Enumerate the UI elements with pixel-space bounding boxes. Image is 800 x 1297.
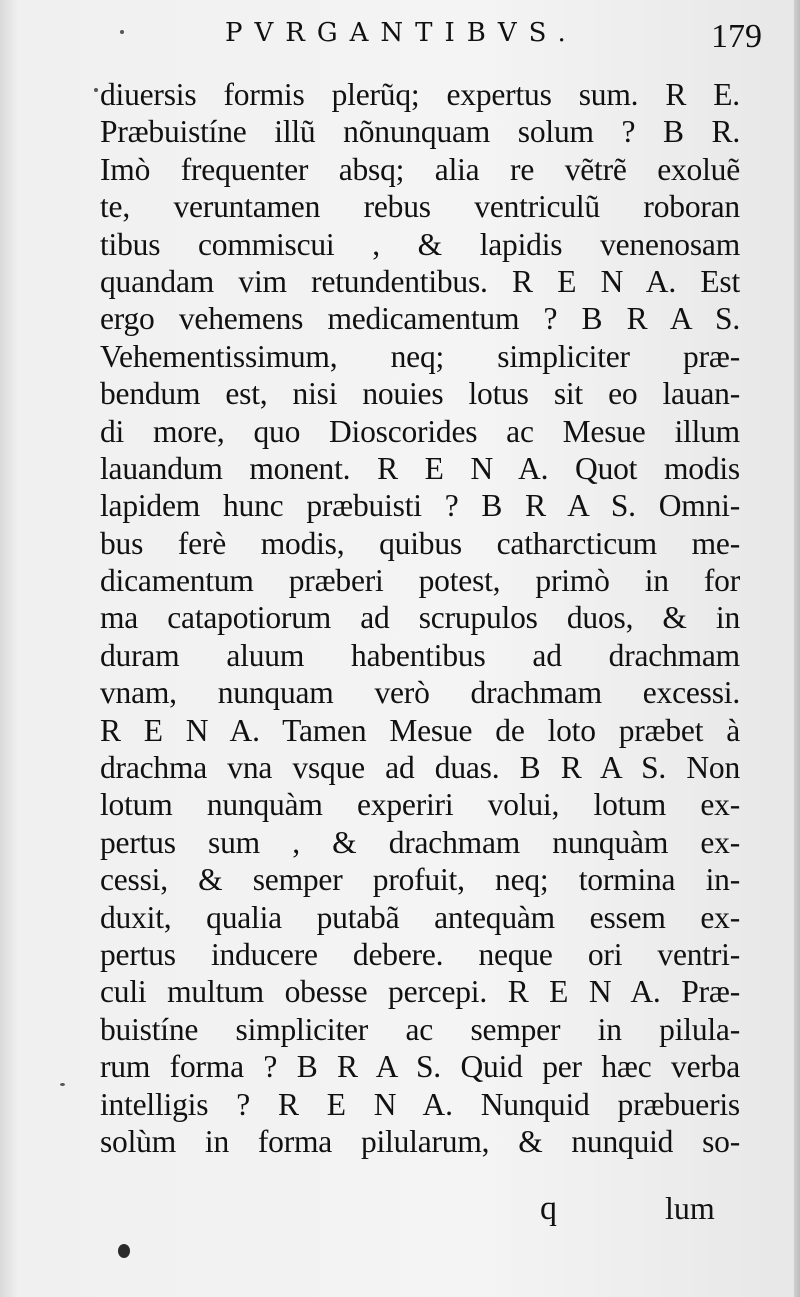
text-line: te, veruntamen rebus ventriculũ roboran: [100, 189, 740, 225]
text-line: duxit, qualia putabã antequàm essem ex-: [100, 899, 740, 935]
text-line: dicamentum præberi potest, primò in for: [100, 563, 740, 599]
text-line: buistíne simpliciter ac semper in pilula-: [100, 1011, 740, 1047]
text-line: di more, quo Dioscorides ac Mesue illum: [100, 413, 740, 449]
text-line: tibus commiscui , & lapidis venenosam: [100, 226, 740, 262]
text-line: Imò frequenter absq; alia re vẽtrẽ exoluẽ: [100, 151, 740, 187]
text-line: solùm in forma pilularum, & nunquid so-: [100, 1123, 740, 1159]
text-line: ma catapotiorum ad scrupulos duos, & in: [100, 600, 740, 636]
page-edge-shadow: [794, 0, 800, 1297]
text-line: lapidem hunc præbuisti ? B R A S. Omni-: [100, 488, 740, 524]
ink-speck: [60, 1083, 65, 1086]
text-line: diuersis formis plerũq; expertus sum. R E.: [100, 77, 740, 112]
text-block: [100, 76, 740, 1160]
page-number: 179: [711, 18, 762, 55]
text-line: culi multum obesse percepi. R E N A. Præ-: [100, 974, 740, 1010]
text-line: intelligis ? R E N A. Nunquid præbueris: [100, 1086, 740, 1122]
page-header: [0, 18, 800, 58]
text-line: bus ferè modis, quibus catharcticum me-: [100, 525, 740, 561]
text-line: rum forma ? B R A S. Quid per hæc verba: [100, 1049, 740, 1085]
text-line: duram aluum habentibus ad drachmam: [100, 637, 740, 673]
text-line: lotum nunquàm experiri volui, lotum ex-: [100, 787, 740, 823]
text-line: drachma vna vsque ad duas. B R A S. Non: [100, 750, 740, 786]
signature-mark: q: [540, 1190, 557, 1227]
text-line: Præbuistíne illũ nõnunquam solum ? B R.: [100, 114, 740, 150]
text-line: bendum est, nisi nouies lotus sit eo lauan-: [100, 376, 740, 412]
running-head: PVRGANTIBVS.: [225, 18, 578, 48]
ink-spot: [118, 1244, 130, 1258]
catchword: lum: [665, 1190, 715, 1226]
ink-speck: [120, 30, 124, 34]
text-line: vnam, nunquam verò drachmam excessi.: [100, 675, 740, 711]
text-line: pertus inducere debere. neque ori ventri-: [100, 936, 740, 972]
text-line: lauandum monent. R E N A. Quot modis: [100, 450, 740, 486]
text-line: R E N A. Tamen Mesue de loto præbet à: [100, 712, 740, 748]
text-line: pertus sum , & drachmam nunquàm ex-: [100, 824, 740, 860]
ink-speck: [94, 88, 98, 92]
text-line: cessi, & semper profuit, neq; tormina in-: [100, 862, 740, 898]
text-line: Vehementissimum, neq; simpliciter præ-: [100, 338, 740, 374]
text-line: quandam vim retundentibus. R E N A. Est: [100, 263, 740, 299]
page-footer: [0, 1190, 800, 1230]
text-line: ergo vehemens medicamentum ? B R A S.: [100, 301, 740, 337]
